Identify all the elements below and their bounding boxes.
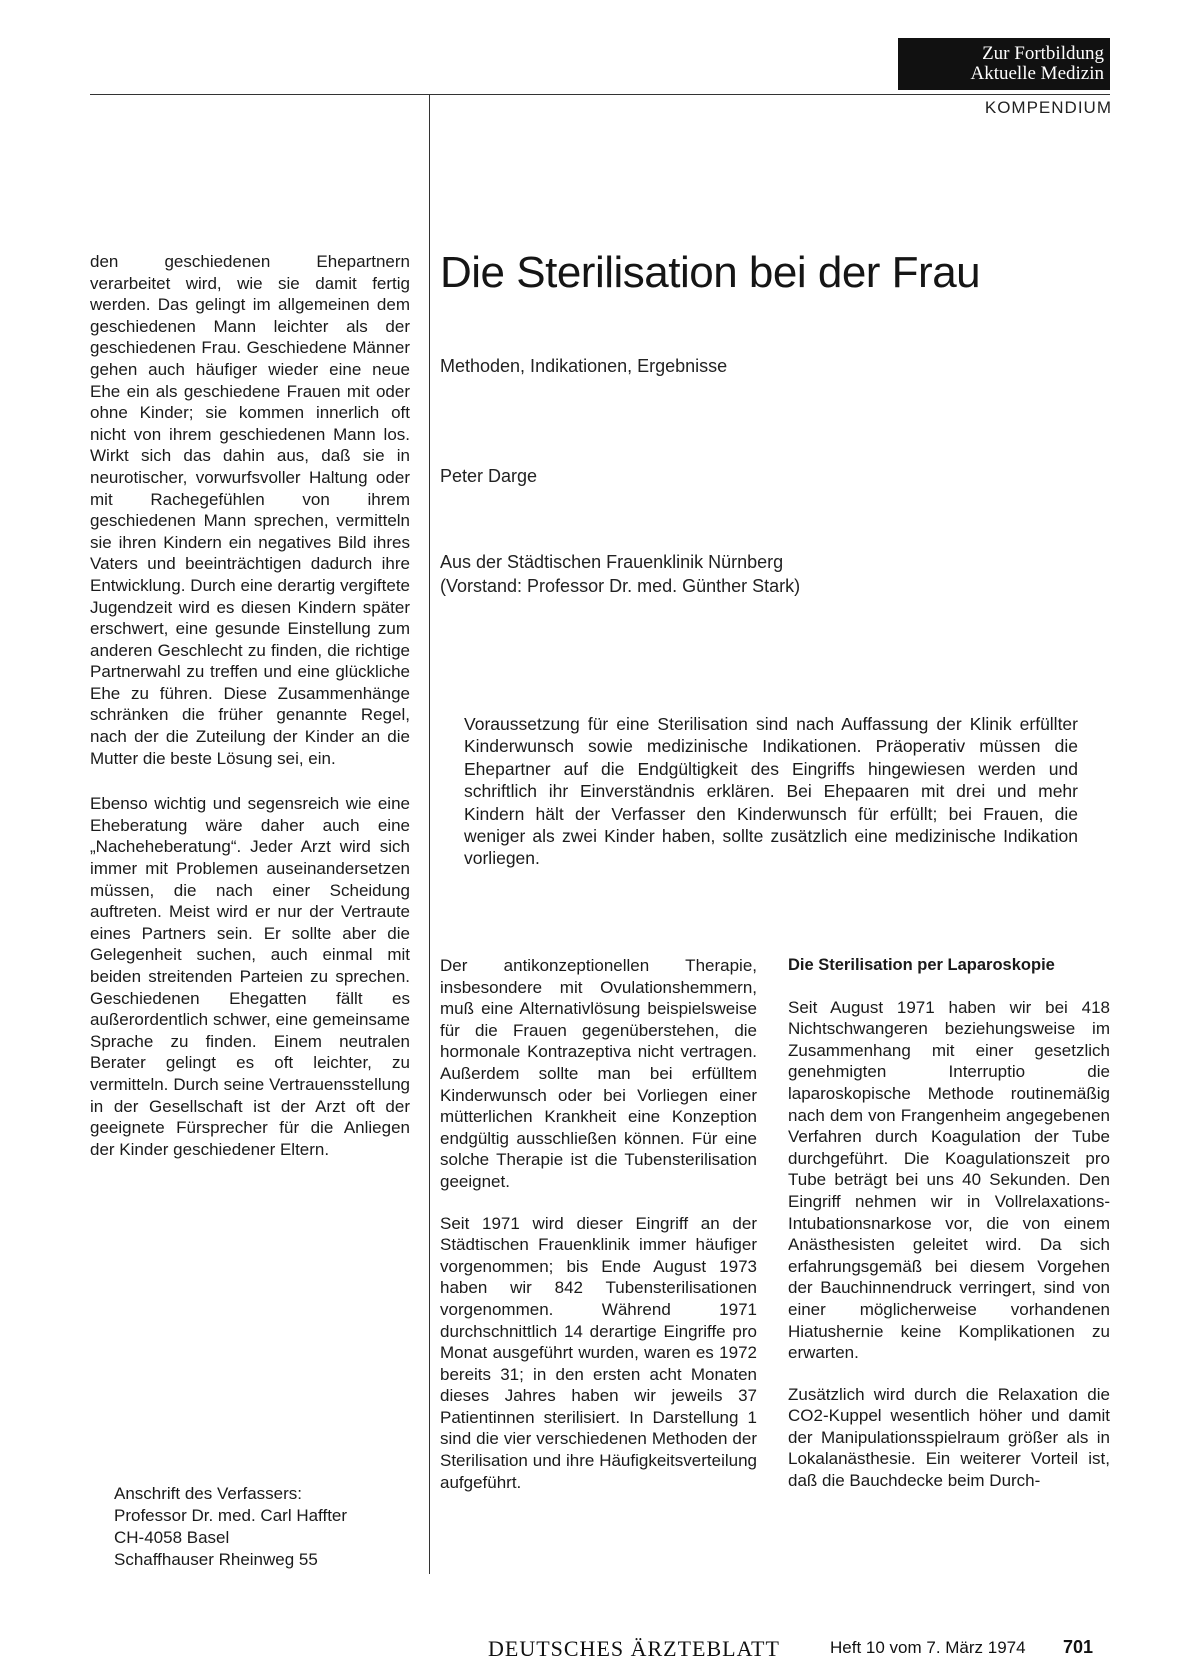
journal-name: DEUTSCHES ÄRZTEBLATT [488, 1636, 780, 1661]
affiliation-line-2: (Vorstand: Professor Dr. med. Günther Stark) [440, 576, 801, 596]
left-column [90, 251, 410, 1180]
issue-info: Heft 10 vom 7. März 1974 [830, 1638, 1026, 1657]
badge-line-1: Zur Fortbildung [982, 43, 1104, 64]
column-divider [429, 94, 430, 1574]
address-name: Professor Dr. med. Carl Haffter [114, 1506, 348, 1525]
author-address [114, 1483, 347, 1571]
address-street: Schaffhauser Rheinweg 55 [114, 1550, 318, 1569]
section-label: KOMPENDIUM [984, 98, 1112, 117]
address-city: CH-4058 Basel [114, 1528, 230, 1547]
article-subtitle: Methoden, Indikationen, Ergebnisse [440, 356, 728, 376]
article-affiliation [440, 550, 800, 598]
section-heading: Die Sterilisation per Laparoskopie [788, 956, 1055, 974]
section-badge [898, 38, 1110, 90]
affiliation-line-1: Aus der Städtischen Frauenklinik Nürnberg [440, 552, 784, 572]
middle-paragraph-1: Der antikonzeptionellen Therapie, insbesondere mit Ovulationshemmern, muß eine Alternativlösung beispielsweise für die Frauen gegenüberstehen, die hormonale Kontrazeptiva nicht vertragen. Außerdem sollte man bei erfülltem Kinderwunsch oder bei Vorliegen einer mütterlichen Krankheit eine Konzeption endgültig ausschließen können. Für eine solche Therapie ist die Tubensterilisation geeignet. [440, 956, 757, 1191]
right-paragraph-1: Seit August 1971 haben wir bei 418 Nichtschwangeren beziehungsweise im Zusammenhang mit einer gesetzlich genehmigten Interruptio die laparoskopische Methode routinemäßig nach dem von Frangenheim angegebenen Verfahren durch Koagulation der Tube durchgeführt. Die Koagulationszeit pro Tube beträgt bei uns 40 Sekunden. Den Eingriff nehmen wir in Vollrelaxations-Intubationsnarkose vor, die von einem Anästhesisten geleitet wird. Da sich erfahrungsgemäß bei diesem Vorgehen der Bauchinnendruck verringert, sind von einer möglicherweise vorhandenen Hiatushernie keine Komplikationen zu erwarten. [788, 997, 1110, 1363]
article-title: Die Sterilisation bei der Frau [440, 248, 981, 297]
middle-paragraph-2: Seit 1971 wird dieser Eingriff an der Städtischen Frauenklinik immer häufiger vorgenommen; bis Ende August 1973 haben wir 842 Tubensterilisationen vorgenommen. Während 1971 durchschnittlich 14 derartige Eingriffe pro Monat ausgeführt wurden, waren es 1972 bereits 31; in den ersten acht Monaten dieses Jahres haben wir jeweils 37 Patientinnen sterilisiert. In Darstellung 1 sind die vier verschiedenen Methoden der Sterilisation und ihre Häufigkeitsverteilung aufgeführt. [440, 1213, 757, 1492]
badge-line-2: Aktuelle Medizin [970, 63, 1104, 84]
right-column [788, 955, 1110, 1512]
left-paragraph-2: Ebenso wichtig und segensreich wie eine Eheberatung wäre daher auch eine „Nacheheberatung“. Jeder Arzt wird sich immer mit Problemen auseinandersetzen müssen, die nach einer Scheidung auftreten. Meist wird er nur der Vertraute eines Partners sein. Er sollte aber die Gelegenheit suchen, auch einmal mit beiden streitenden Parteien zu sprechen. Geschiedenen Ehegatten fällt es außerordentlich schwer, eine gemeinsame Sprache zu finden. Einem neutralen Berater gelingt es oft leichter, zu vermitteln. Durch seine Vertrauensstellung in der Gesellschaft ist der Arzt oft der geeignete Fürsprecher für die Anliegen der Kinder geschiedener Eltern. [90, 794, 410, 1159]
left-paragraph-1: den geschiedenen Ehepartnern verarbeitet wird, wie sie damit fertig werden. Das gelingt im allgemeinen dem geschiedenen Mann leichter als der geschiedenen Frau. Geschiedene Männer gehen auch häufiger wieder eine neue Ehe ein als geschiedene Frauen mit oder ohne Kinder; sie kommen innerlich oft nicht von ihrem geschiedenen Mann los. Wirkt sich das dahin aus, daß sie in neurotischer, vorwurfsvoller Haltung oder mit Rachegefühlen von ihrem geschiedenen Mann sprechen, vermitteln sie ihren Kindern ein negatives Bild ihres Vaters und beeinträchtigen dadurch ihre Entwicklung. Durch eine derartig vergiftete Jugendzeit wird es diesen Kindern später erschwert, eine gesunde Einstellung zum anderen Geschlecht zu finden, die richtige Partnerwahl zu treffen und eine glückliche Ehe zu führen. Diese Zusammenhänge schränken die früher genannte Regel, nach der die Zuteilung der Kinder an die Mutter die beste Lösung sei, ein. [90, 252, 410, 768]
article-author: Peter Darge [440, 466, 538, 486]
address-label: Anschrift des Verfassers: [114, 1484, 303, 1503]
page-number: 701 [1063, 1637, 1094, 1657]
article-abstract: Voraussetzung für eine Sterilisation sind nach Auffassung der Klinik erfüllter Kinderwunsch sowie medizinische Indikationen. Präoperativ müssen die Ehepartner auf die Endgültigkeit des Eingriffs hingewiesen werden und schriftlich ihr Einverständnis erklären. Bei Ehepaaren mit drei und mehr Kindern hält der Verfasser den Kinderwunsch für erfüllt; bei Frauen, die weniger als zwei Kinder haben, sollte zusätzlich eine medizinische Indikation vorliegen. [464, 714, 1078, 869]
top-rule [90, 94, 1110, 95]
right-paragraph-2: Zusätzlich wird durch die Relaxation die CO2-Kuppel wesentlich höher und damit der Manipulationsspielraum größer als in Lokalanästhesie. Ein weiterer Vorteil ist, daß die Bauchdecke beim Durch- [788, 1384, 1110, 1491]
middle-column [440, 955, 757, 1513]
